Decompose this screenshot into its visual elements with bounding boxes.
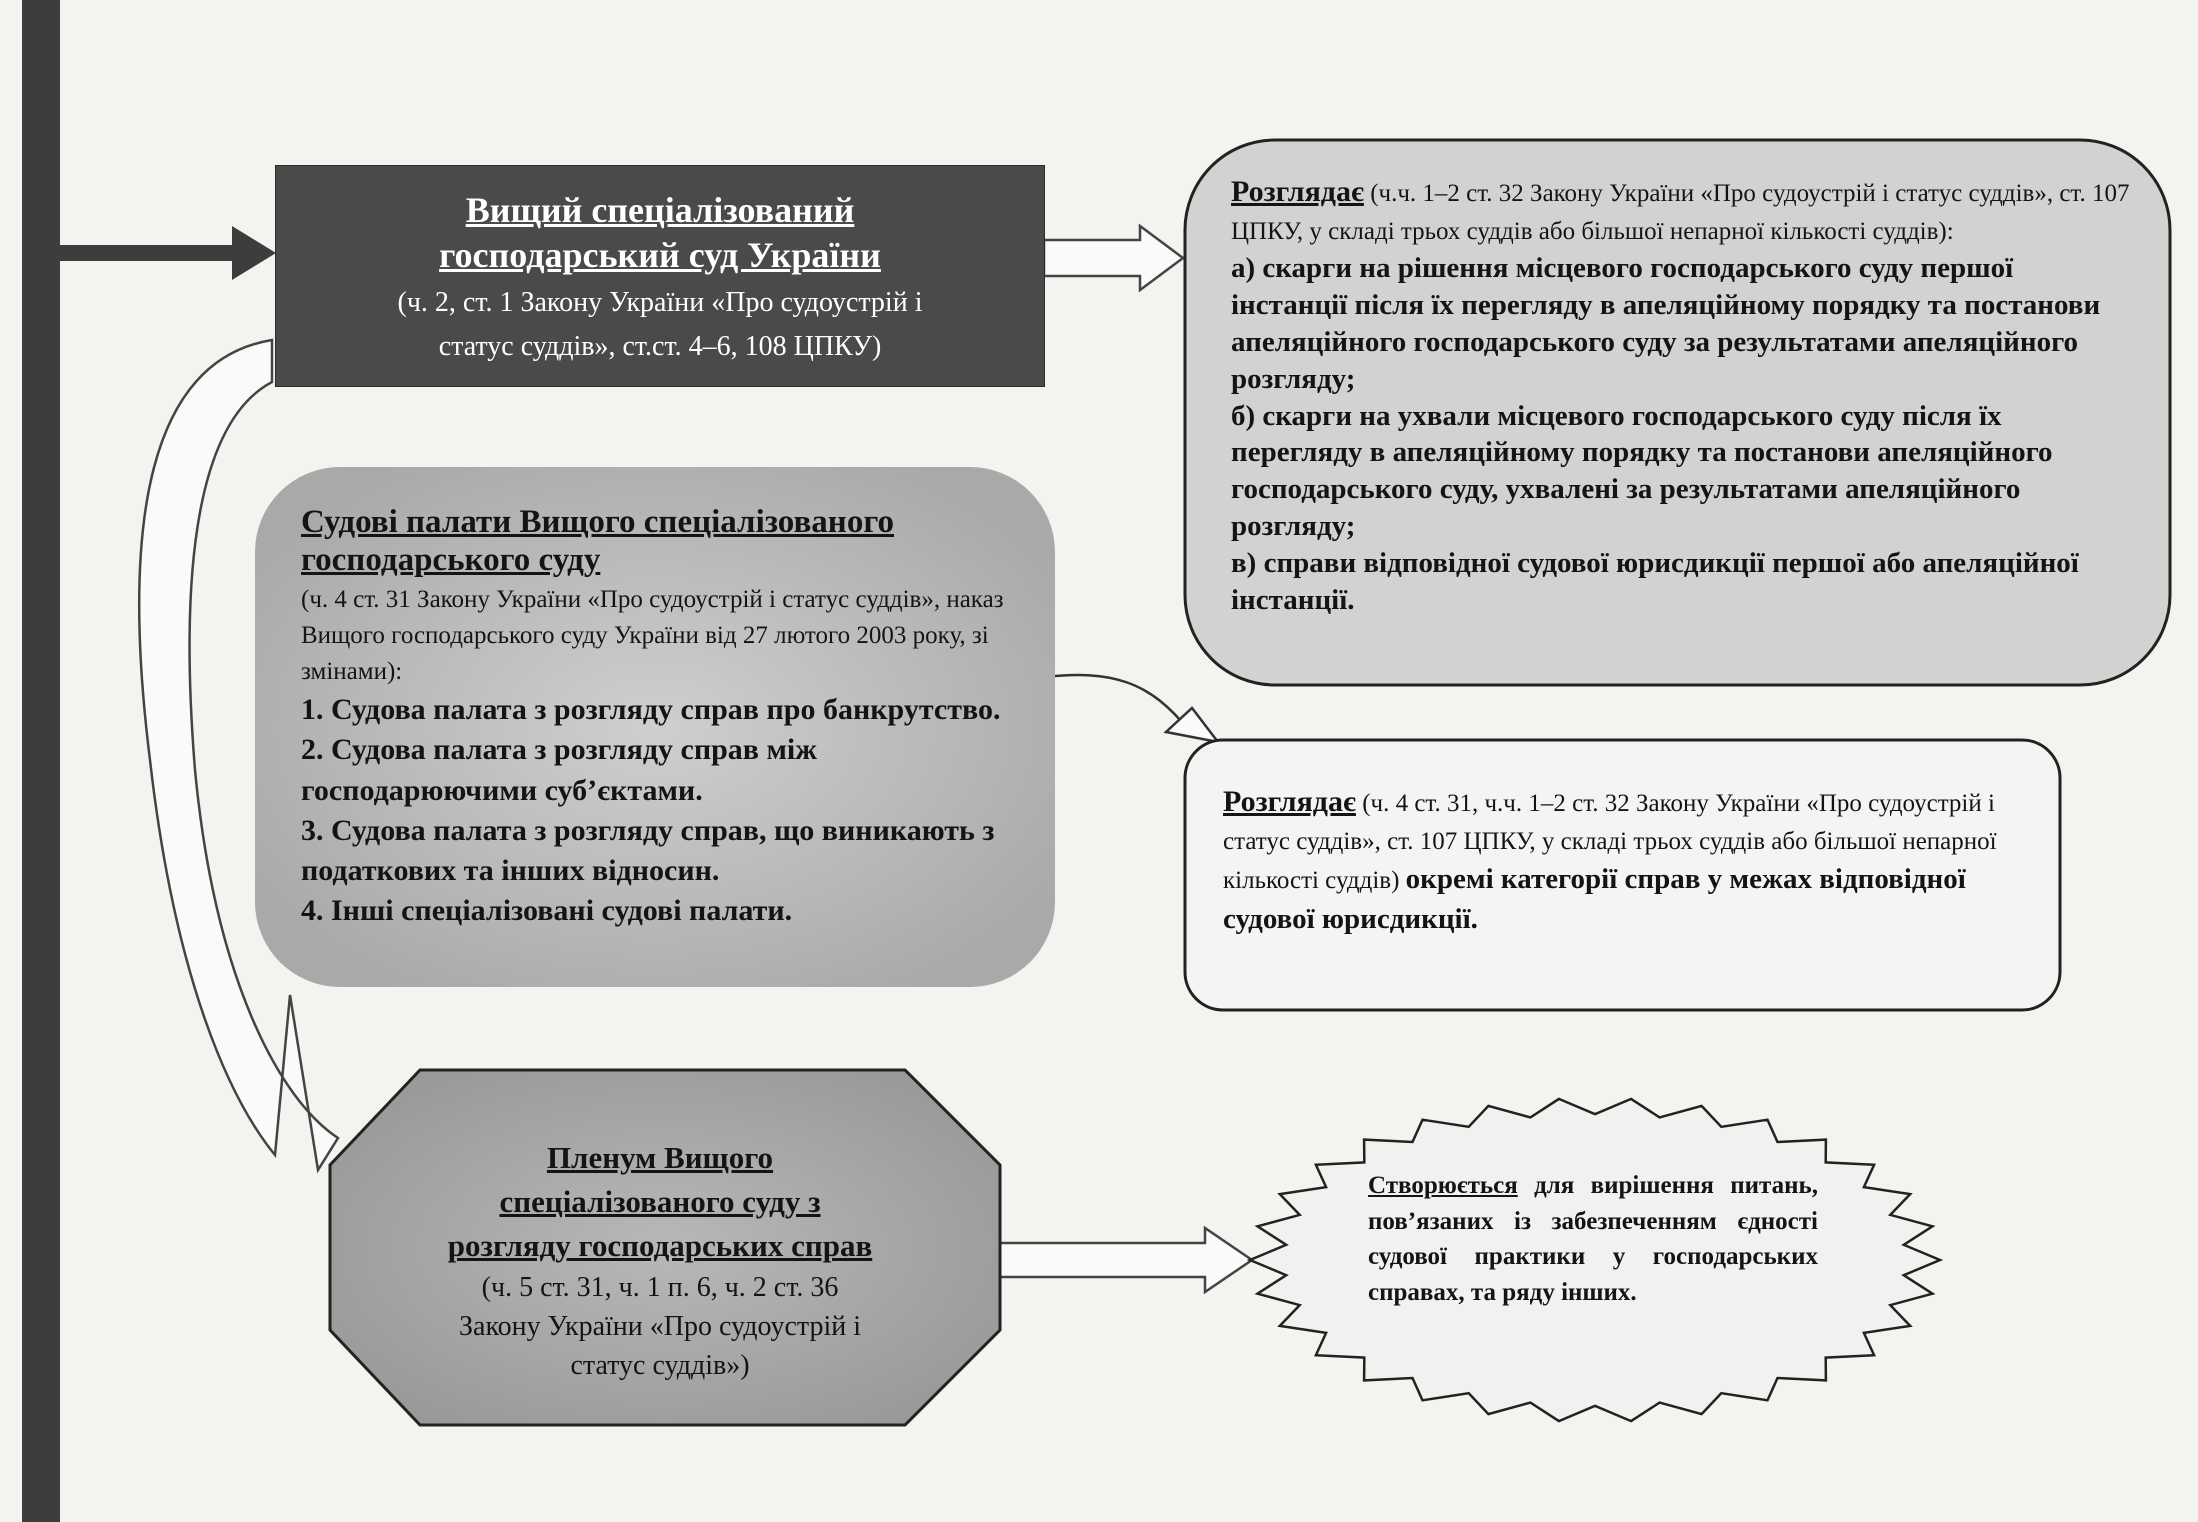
considers-1-lead: Розглядає xyxy=(1231,175,1364,208)
top-court-ref-1: (ч. 2, ст. 1 Закону України «Про судоустрій і xyxy=(397,287,923,318)
top-court-box xyxy=(276,166,1044,386)
considers-1-item: в) справи відповідної судової юрисдикції першої або апеляційної інстанції. xyxy=(1231,546,2079,616)
chambers-ref: (ч. 4 ст. 31 Закону України «Про судоустрій і статус суддів», наказ Вищого господарського суду України від 27 лютого 2003 року, зі змінами): xyxy=(301,585,1004,686)
considers-box-2 xyxy=(1185,740,2060,1010)
considers-2-ref: (ч. 4 ст. 31, ч.ч. 1–2 ст. 32 Закону України «Про судоустрій і статус суддів», ст. 107 ЦПКУ, у складі трьох суддів або більшої непарної кількості суддів) xyxy=(1223,790,1997,895)
plenum-box xyxy=(330,1116,990,1426)
chambers-title: Судові палати Вищого спеціалізованого господарського суду xyxy=(301,504,894,579)
arrow-chambers-to-considers2 xyxy=(1045,675,1190,732)
considers-1-item: а) скарги на рішення місцевого господарського суду першої інстанції після їх перегляду в апеляційному порядку та постанови апеляційного господарського суду за результатами апеляційного розгляду; xyxy=(1231,252,2101,395)
top-court-title-2: господарський суд України xyxy=(439,235,881,275)
top-court-title-1: Вищий спеціалізований xyxy=(465,190,855,230)
created-body: для вирішення питань, пов’язаних із забезпеченням єдності судової практики у господарських справах, та ряду інших. xyxy=(1368,1172,1818,1306)
considers-1-item: б) скарги на ухвали місцевого господарського суду після їх перегляду в апеляційному порядку та постанови апеляційного господарського суду, ухвалені за результатами апеляційного розгляду; xyxy=(1231,399,2053,543)
chamber-item: 4. Інші спеціалізовані судові палати. xyxy=(301,894,793,928)
plenum-title-2: спеціалізованого суду з xyxy=(499,1184,821,1220)
created-lead: Створюється xyxy=(1368,1172,1518,1199)
plenum-ref-2: Закону України «Про судоустрій і xyxy=(458,1311,861,1343)
arrow-plenum-to-star xyxy=(990,1228,1252,1292)
considers-2-lead: Розглядає xyxy=(1223,785,1356,818)
arrow-top-to-considers xyxy=(1044,226,1183,290)
considers-box-1 xyxy=(1185,140,2170,685)
considers-2-text xyxy=(1223,780,2024,939)
created-box xyxy=(1368,1168,1818,1378)
plenum-ref-3: статус суддів») xyxy=(570,1350,750,1382)
plenum-title-3: розгляду господарських справ xyxy=(447,1228,873,1264)
considers-1-intro xyxy=(1231,170,2130,250)
top-court-ref-2: статус суддів», ст.ст. 4–6, 108 ЦПКУ) xyxy=(438,330,882,362)
plenum-ref-1: (ч. 5 ст. 31, ч. 1 п. 6, ч. 2 ст. 36 xyxy=(481,1272,839,1304)
considers-1-ref: (ч.ч. 1–2 ст. 32 Закону України «Про судоустрій і статус суддів», ст. 107 ЦПКУ, у складі трьох суддів або більшої непарної кількості суддів): xyxy=(1231,180,2130,245)
chamber-item: 1. Судова палата з розгляду справ про банкрутство. xyxy=(301,693,1001,727)
chamber-item: 2. Судова палата з розгляду справ між господарюючими суб’єктами. xyxy=(301,733,818,807)
bar-to-top-arrow xyxy=(55,226,276,280)
created-text xyxy=(1368,1168,1818,1310)
plenum-title-1: Пленум Вищого xyxy=(546,1140,774,1175)
considers-2-bold: окремі категорії справ у межах відповідної судової юрисдикції. xyxy=(1223,863,1966,935)
chamber-item: 3. Судова палата з розгляду справ, що виникають з податкових та інших відносин. xyxy=(301,813,995,888)
hierarchy-bar xyxy=(22,0,60,1522)
chambers-box xyxy=(255,467,1055,987)
